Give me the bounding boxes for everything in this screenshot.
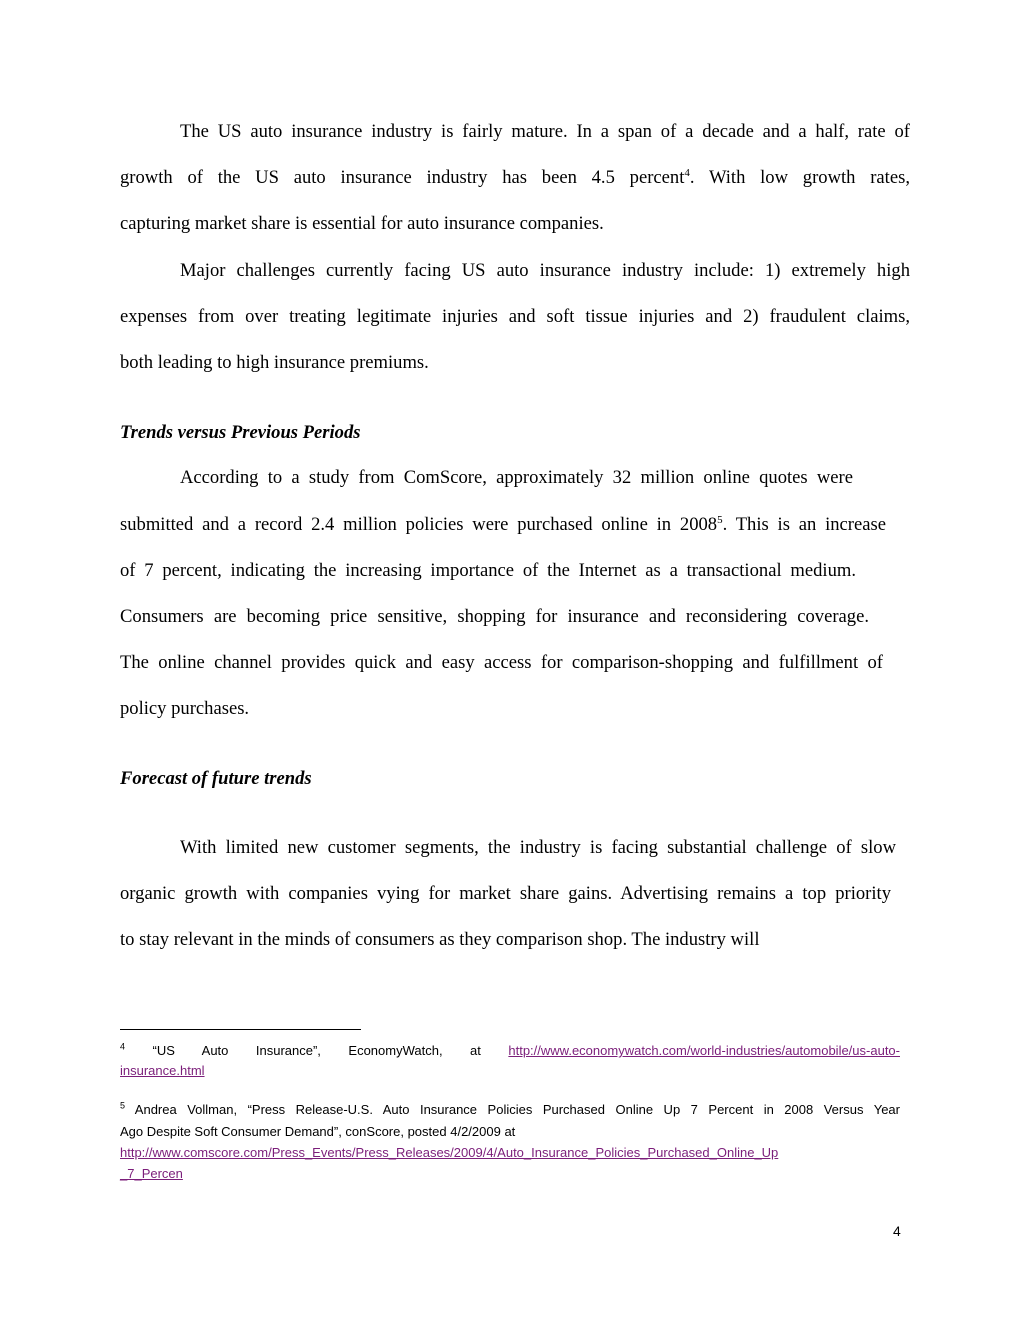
text-run: growth of the US auto insurance industry has been 4.5 percent bbox=[120, 167, 685, 188]
footnote-5-line-2: Ago Despite Soft Consumer Demand”, conScore, posted 4/2/2009 at bbox=[120, 1124, 516, 1139]
footnote-5-link[interactable]: http://www.comscore.com/Press_Events/Press_Releases/2009/4/Auto_Insurance_Policies_Purchased_Online_Up bbox=[120, 1145, 779, 1160]
paragraph-3-line-1: According to a study from ComScore, approximately 32 million online quotes were bbox=[180, 467, 853, 488]
paragraph-1-line-1: The US auto insurance industry is fairly mature. In a span of a decade and a half, rate of bbox=[180, 121, 910, 142]
paragraph-2-line-2: expenses from over treating legitimate injuries and soft tissue injuries and 2) fraudulent claims, bbox=[120, 306, 910, 327]
paragraph-2-line-3: both leading to high insurance premiums. bbox=[120, 352, 429, 373]
paragraph-2-line-1: Major challenges currently facing US auto insurance industry include: 1) extremely high bbox=[180, 260, 910, 281]
paragraph-3-line-2 bbox=[120, 514, 886, 536]
footnote-ref-4[interactable]: 4 bbox=[684, 166, 690, 179]
footnote-4-line-2 bbox=[120, 1063, 900, 1079]
paragraph-3-line-6: policy purchases. bbox=[120, 698, 250, 719]
text-run: . This is an increase bbox=[722, 514, 886, 535]
section-heading-forecast: Forecast of future trends bbox=[120, 768, 312, 789]
footnote-ref-5[interactable]: 5 bbox=[717, 513, 723, 526]
paragraph-3-line-4: Consumers are becoming price sensitive, shopping for insurance and reconsidering coverage. bbox=[120, 606, 869, 627]
footnote-number: 4 bbox=[120, 1041, 126, 1052]
text-run: . With low growth rates, bbox=[689, 167, 910, 188]
footnote-text: Andrea Vollman, “Press Release-U.S. Auto Insurance Policies Purchased Online Up 7 Percent in 2008 Versus Year bbox=[125, 1102, 900, 1117]
footnote-5-link-continued[interactable]: _7_Percen bbox=[120, 1166, 183, 1181]
paragraph-3-line-5: The online channel provides quick and easy access for comparison-shopping and fulfillment of bbox=[120, 652, 883, 673]
footnote-5-line-3 bbox=[120, 1145, 900, 1161]
paragraph-1-line-3: capturing market share is essential for auto insurance companies. bbox=[120, 213, 604, 234]
footnote-number: 5 bbox=[120, 1100, 126, 1111]
text-run: submitted and a record 2.4 million policies were purchased online in 2008 bbox=[120, 514, 718, 535]
footnote-4-line-1 bbox=[120, 1043, 900, 1059]
footnote-text: “US Auto Insurance”, EconomyWatch, at bbox=[125, 1043, 509, 1058]
section-heading-trends: Trends versus Previous Periods bbox=[120, 422, 361, 443]
paragraph-4-line-3: to stay relevant in the minds of consumers as they comparison shop. The industry will bbox=[120, 929, 760, 950]
paragraph-4-line-1: With limited new customer segments, the industry is facing substantial challenge of slow bbox=[180, 837, 896, 858]
footnote-4-link[interactable]: http://www.economywatch.com/world-industries/automobile/us-auto- bbox=[508, 1043, 900, 1058]
footnote-5-line-1 bbox=[120, 1102, 900, 1118]
page-number: 4 bbox=[893, 1223, 901, 1239]
paragraph-4-line-2: organic growth with companies vying for market share gains. Advertising remains a top priority bbox=[120, 883, 891, 904]
footnote-4-link-continued[interactable]: insurance.html bbox=[120, 1063, 205, 1078]
paragraph-3-line-3: of 7 percent, indicating the increasing importance of the Internet as a transactional medium. bbox=[120, 560, 856, 581]
footnote-5-line-4 bbox=[120, 1166, 900, 1182]
footnote-separator bbox=[120, 1029, 361, 1030]
paragraph-1-line-2 bbox=[120, 167, 910, 189]
